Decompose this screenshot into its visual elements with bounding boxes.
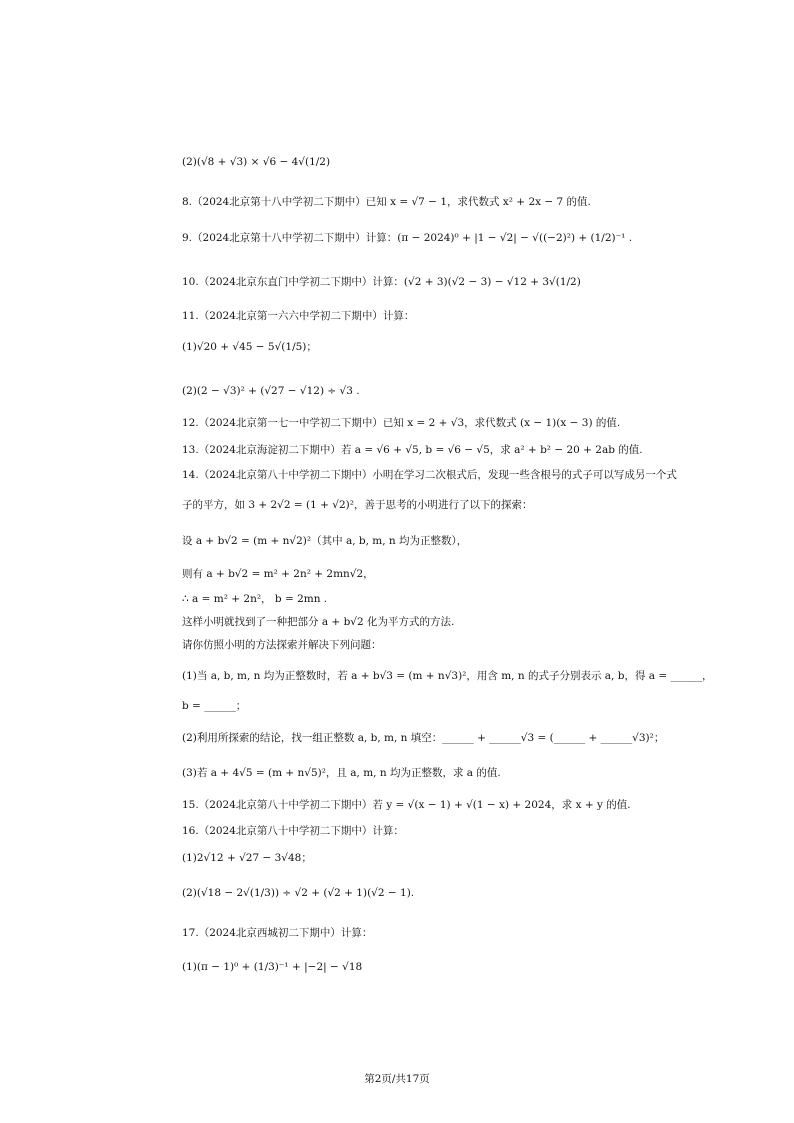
problem-11-2: (2)(2 − √3)² + (√27 − √12) ÷ √3 . (182, 385, 360, 397)
problem-11: 11.（2024北京第一六六中学初二下期中）计算： (182, 310, 415, 322)
problem-14-step-3: ∴ a = m² + 2n²， b = 2mn . (182, 593, 328, 605)
page-footer: 第2页/共17页 (364, 1073, 430, 1085)
problem-14-step-2: 则有 a + b√2 = m² + 2n² + 2mn√2， (182, 568, 374, 580)
problem-14-2: (2)利用所探索的结论，找一组正整数 a, b, m, n 填空：______ + ______√3 = (______ + ______√3)²； (182, 732, 665, 744)
problem-10: 10.（2024北京东直门中学初二下期中）计算：(√2 + 3)(√2 − 3) − √12 + 3√(1/2) (182, 276, 581, 288)
problem-17-1: (1)(π − 1)⁰ + (1/3)⁻¹ + |−2| − √18 (182, 961, 363, 973)
problem-16-2: (2)(√18 − 2√(1/3)) ÷ √2 + (√2 + 1)(√2 − 1). (182, 887, 415, 899)
problem-14-step-1: 设 a + b√2 = (m + n√2)²（其中 a, b, m, n 均为正整数）， (182, 535, 468, 547)
problem-11-1: (1)√20 + √45 − 5√(1/5)； (182, 341, 317, 353)
problem-14-instruction: 请你仿照小明的方法探索并解决下列问题： (182, 639, 382, 651)
problem-9: 9.（2024北京第十八中学初二下期中）计算：(π − 2024)⁰ + |1 − √2| − √((−2)²) + (1/2)⁻¹ . (182, 232, 633, 244)
problem-16-1: (1)2√12 + √27 − 3√48； (182, 852, 312, 864)
problem-7-2: (2)(√8 + √3) × √6 − 4√(1/2) (182, 156, 331, 168)
problem-14-1-b: b = ______； (182, 700, 247, 712)
problem-17: 17.（2024北京西城初二下期中）计算： (182, 927, 373, 939)
problem-16: 16.（2024北京第八十中学初二下期中）计算： (182, 825, 404, 837)
problem-14-3: (3)若 a + 4√5 = (m + n√5)²，且 a, m, n 均为正整数，求 a 的值. (182, 767, 501, 779)
problem-12: 12.（2024北京第一七一中学初二下期中）已知 x = 2 + √3，求代数式 (x − 1)(x − 3) 的值. (182, 417, 621, 429)
problem-14-1: (1)当 a, b, m, n 均为正整数时，若 a + b√3 = (m + n√3)²，用含 m, n 的式子分别表示 a, b，得 a = ______， (182, 670, 713, 682)
problem-14-intro-1: 14.（2024北京第八十中学初二下期中）小明在学习二次根式后，发现一些含根号的式子可以写成另一个式 (182, 469, 677, 481)
problem-13: 13.（2024北京海淀初二下期中）若 a = √6 + √5, b = √6 − √5，求 a² + b² − 20 + 2ab 的值. (182, 444, 643, 456)
problem-14-step-4: 这样小明就找到了一种把部分 a + b√2 化为平方式的方法. (182, 616, 455, 628)
problem-8: 8.（2024北京第十八中学初二下期中）已知 x = √7 − 1，求代数式 x² + 2x − 7 的值. (182, 196, 591, 208)
problem-15: 15.（2024北京第八十中学初二下期中）若 y = √(x − 1) + √(1 − x) + 2024，求 x + y 的值. (182, 799, 631, 811)
problem-14-intro-2: 子的平方，如 3 + 2√2 = (1 + √2)²，善于思考的小明进行了以下的探索： (182, 499, 533, 511)
